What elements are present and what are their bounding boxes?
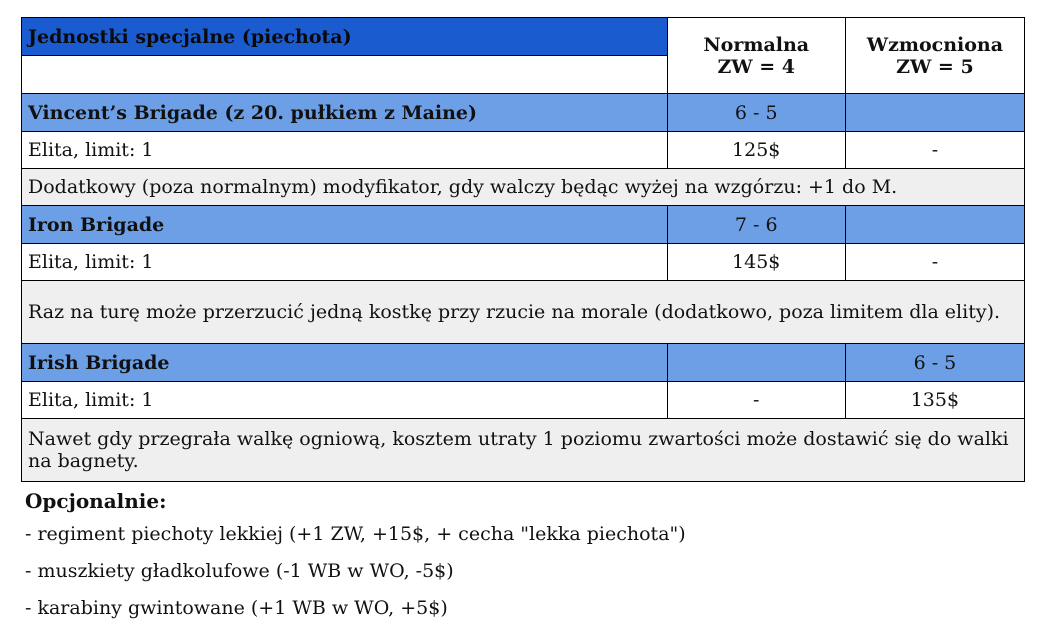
unit-reinforced-stats xyxy=(845,94,1024,132)
unit-note-row xyxy=(22,281,1025,344)
unit-elite-limit: Elita, limit: 1 xyxy=(22,132,668,169)
unit-normal-cost: 125$ xyxy=(667,132,845,169)
table-title: Jednostki specjalne (piechota) xyxy=(22,18,668,56)
unit-cost-row xyxy=(22,244,1025,281)
header-reinforced xyxy=(845,18,1024,94)
optional-item: - muszkiety gładkolufowe (-1 WB w WO, -5$) xyxy=(25,560,454,582)
unit-note: Raz na turę może przerzucić jedną kostkę przy rzucie na morale (dodatkowo, poza limitem dla elity). xyxy=(22,281,1025,344)
unit-reinforced-cost: 135$ xyxy=(845,382,1024,419)
unit-cost-row xyxy=(22,382,1025,419)
optional-section xyxy=(25,486,1025,627)
unit-normal-cost: 145$ xyxy=(667,244,845,281)
unit-normal-stats xyxy=(667,344,845,382)
unit-normal-cost: - xyxy=(667,382,845,419)
header-blank-cell xyxy=(22,56,668,94)
unit-name-row xyxy=(22,206,1025,244)
unit-normal-stats: 7 - 6 xyxy=(667,206,845,244)
header-row xyxy=(22,18,1025,56)
unit-reinforced-cost: - xyxy=(845,132,1024,169)
header-reinforced-zw: ZW = 5 xyxy=(896,55,974,78)
header-normal-name: Normalna xyxy=(703,33,810,56)
unit-normal-stats: 6 - 5 xyxy=(667,94,845,132)
unit-name: Vincent’s Brigade (z 20. pułkiem z Maine) xyxy=(22,94,668,132)
unit-note: Nawet gdy przegrała walkę ogniową, kosztem utraty 1 poziomu zwartości może dostawić się do walki na bagnety. xyxy=(22,419,1025,482)
header-normal xyxy=(667,18,845,94)
unit-note-row xyxy=(22,169,1025,206)
unit-elite-limit: Elita, limit: 1 xyxy=(22,244,668,281)
optional-title: Opcjonalnie: xyxy=(25,489,167,513)
unit-name-row xyxy=(22,94,1025,132)
unit-elite-limit: Elita, limit: 1 xyxy=(22,382,668,419)
header-normal-zw: ZW = 4 xyxy=(717,55,796,78)
unit-name: Iron Brigade xyxy=(22,206,668,244)
optional-item: - karabiny gwintowane (+1 WB w WO, +5$) xyxy=(25,597,448,619)
header-reinforced-name: Wzmocniona xyxy=(866,33,1004,56)
unit-note-row xyxy=(22,419,1025,482)
unit-reinforced-stats: 6 - 5 xyxy=(845,344,1024,382)
unit-name: Irish Brigade xyxy=(22,344,668,382)
unit-reinforced-stats xyxy=(845,206,1024,244)
unit-name-row xyxy=(22,344,1025,382)
unit-note: Dodatkowy (poza normalnym) modyfikator, gdy walczy będąc wyżej na wzgórzu: +1 do M. xyxy=(22,169,1025,206)
unit-reinforced-cost: - xyxy=(845,244,1024,281)
special-units-table xyxy=(21,17,1025,482)
optional-item: - regiment piechoty lekkiej (+1 ZW, +15$, + cecha "lekka piechota") xyxy=(25,523,686,545)
unit-cost-row xyxy=(22,132,1025,169)
